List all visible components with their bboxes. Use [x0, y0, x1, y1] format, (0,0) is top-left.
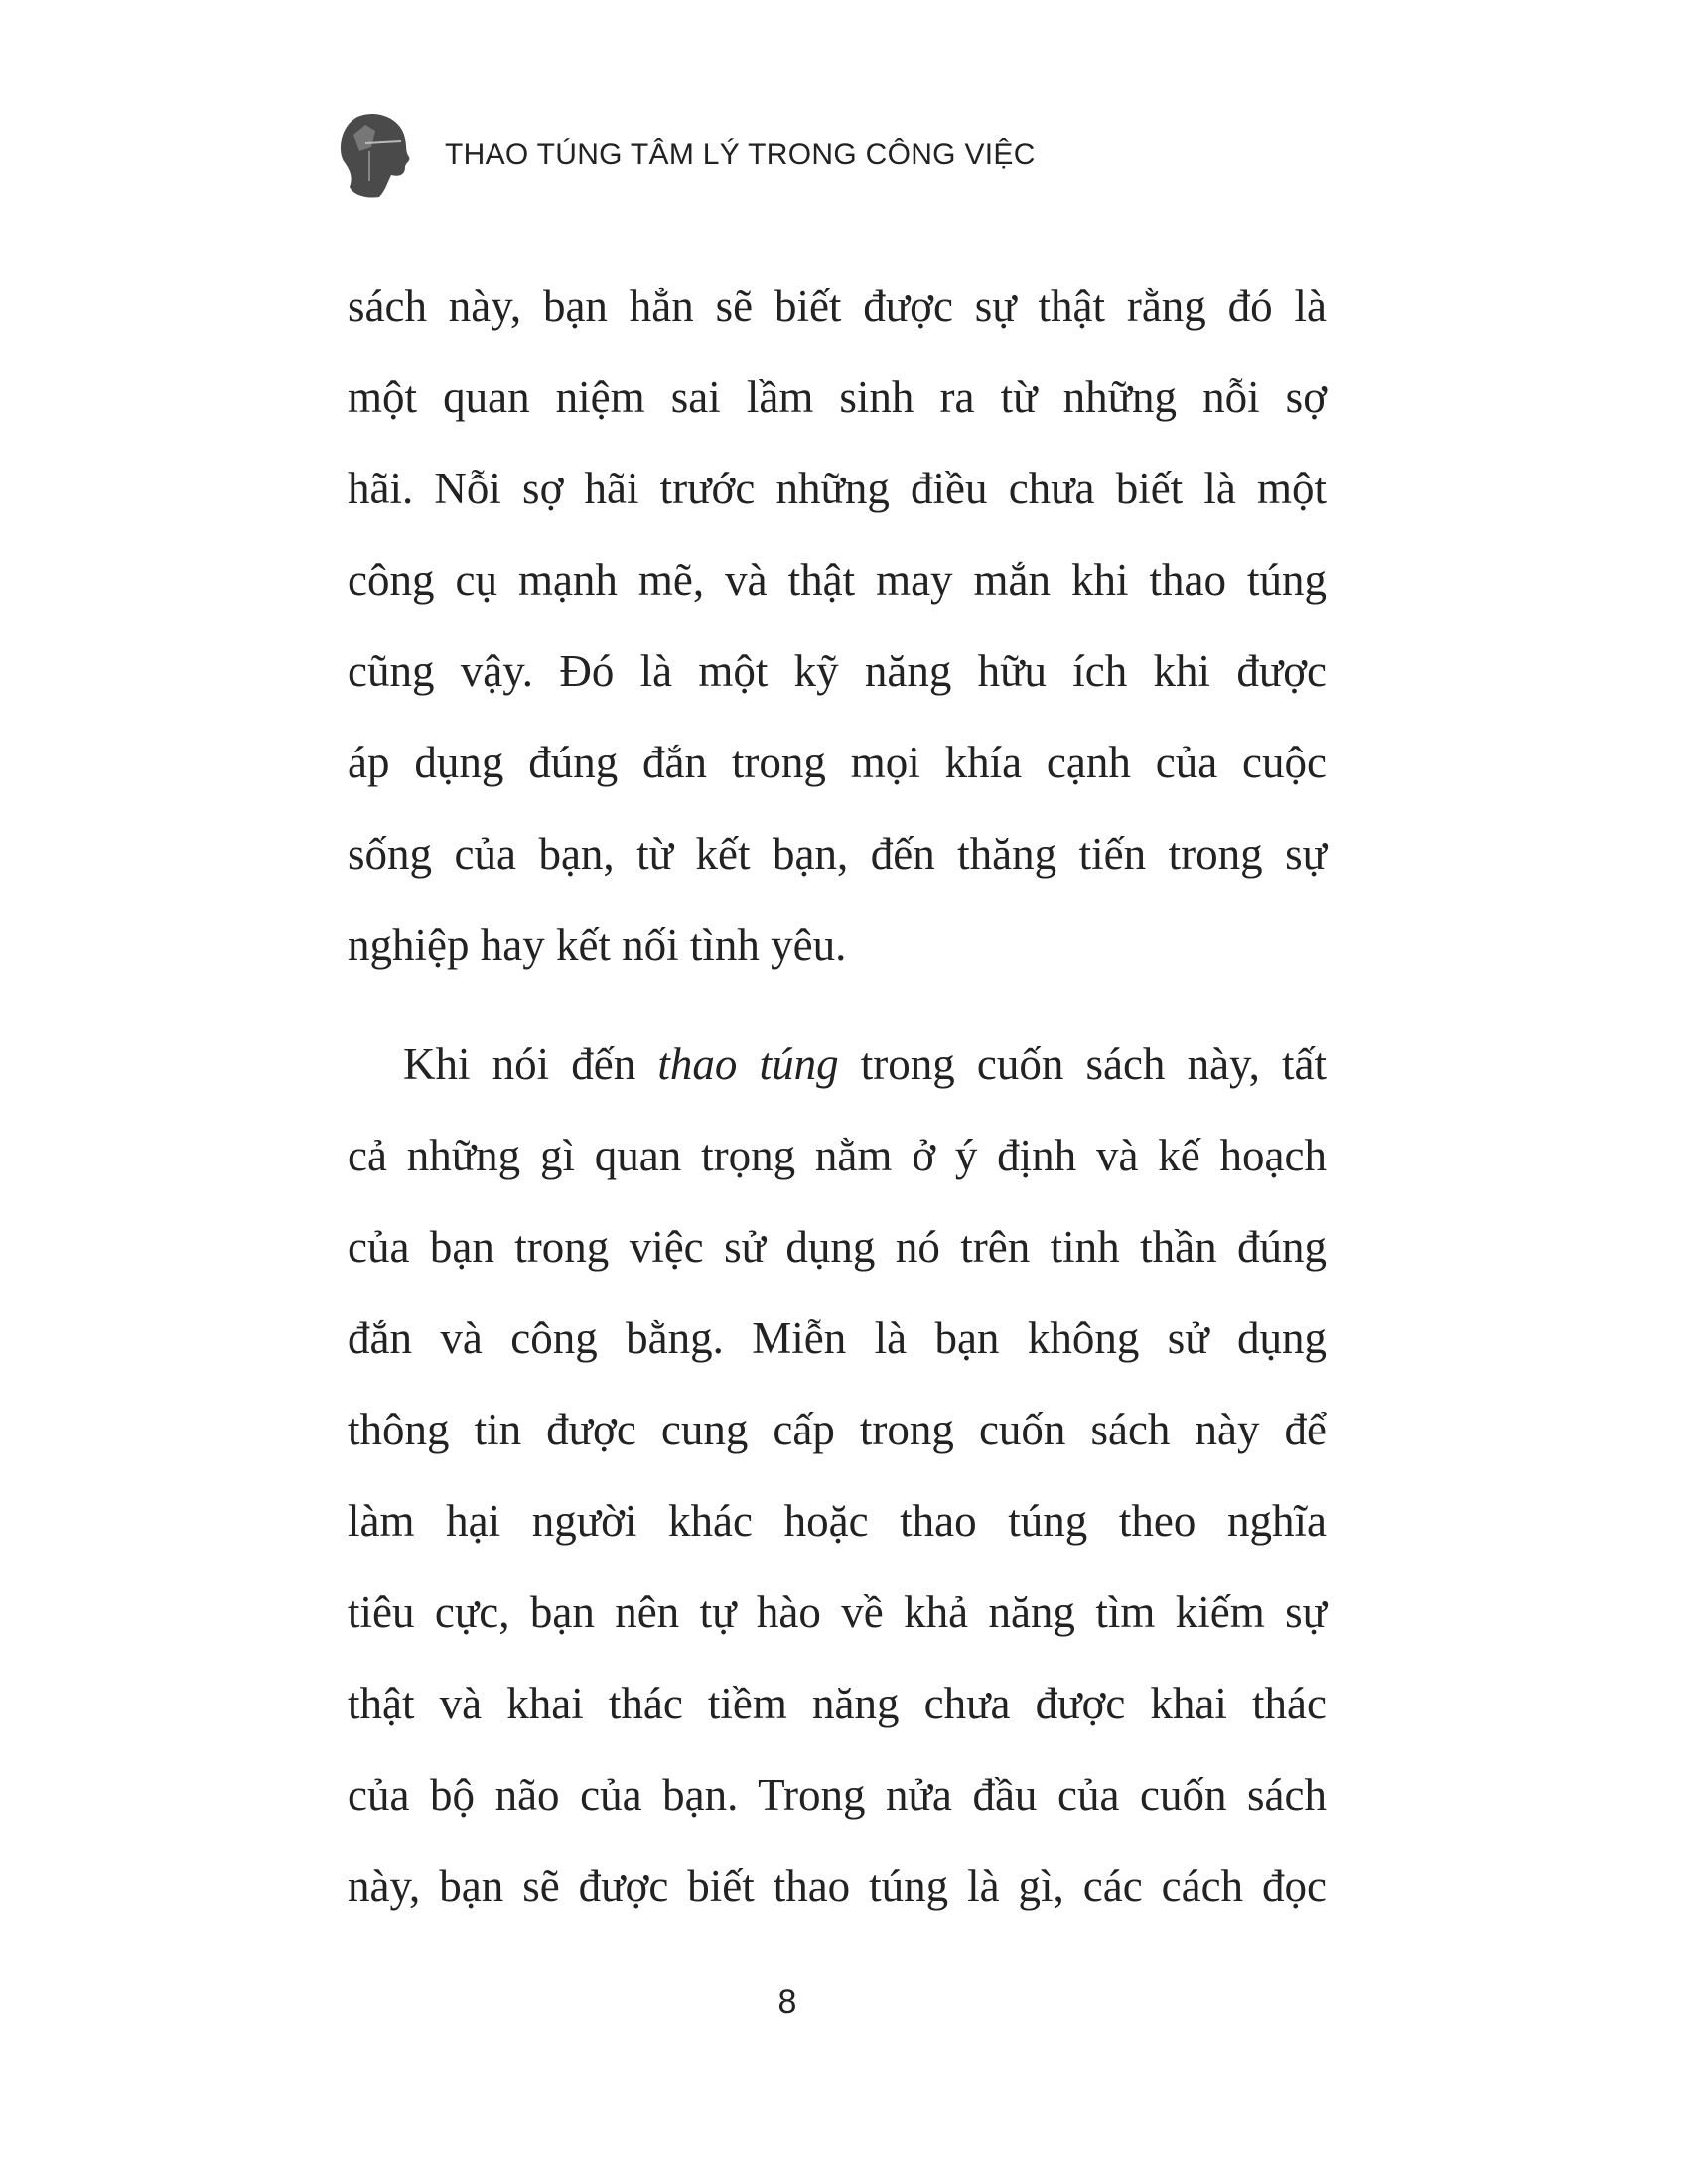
paragraph-1 [348, 260, 1327, 991]
text-line: sống của bạn, từ kết bạn, đến thăng tiến trong sự [348, 829, 1327, 879]
text-span: trong cuốn sách này, tất [838, 1039, 1327, 1089]
text-line: của bạn trong việc sử dụng nó trên tinh thần đúng [348, 1222, 1327, 1272]
paragraph-2 [348, 1019, 1327, 1932]
text-line: của bộ não của bạn. Trong nửa đầu của cuốn sách [348, 1770, 1327, 1820]
italic-term: thao túng [657, 1039, 839, 1089]
text-line: tiêu cực, bạn nên tự hào về khả năng tìm kiếm sự [348, 1587, 1327, 1637]
head-profile-icon [336, 111, 415, 199]
text-line: thông tin được cung cấp trong cuốn sách này để [348, 1405, 1327, 1454]
running-header [336, 111, 1036, 199]
text-span: Khi nói đến [403, 1039, 658, 1089]
text-line: một quan niệm sai lầm sinh ra từ những nỗi sợ [348, 372, 1327, 422]
text-line: công cụ mạnh mẽ, và thật may mắn khi thao túng [348, 555, 1327, 605]
text-line: áp dụng đúng đắn trong mọi khía cạnh của cuộc [348, 738, 1327, 787]
text-line: đắn và công bằng. Miễn là bạn không sử dụng [348, 1313, 1327, 1363]
text-line: cả những gì quan trọng nằm ở ý định và kế hoạch [348, 1131, 1327, 1180]
text-line: hãi. Nỗi sợ hãi trước những điều chưa biết là một [348, 464, 1327, 513]
text-line: làm hại người khác hoặc thao túng theo nghĩa [348, 1496, 1327, 1546]
text-line: này, bạn sẽ được biết thao túng là gì, các cách đọc [348, 1861, 1327, 1911]
body-text [348, 260, 1327, 1960]
text-line: sách này, bạn hẳn sẽ biết được sự thật rằng đó là [348, 281, 1327, 331]
text-line: cũng vậy. Đó là một kỹ năng hữu ích khi được [348, 646, 1327, 696]
text-line: thật và khai thác tiềm năng chưa được khai thác [348, 1679, 1327, 1728]
book-title-header: THAO TÚNG TÂM LÝ TRONG CÔNG VIỆC [445, 138, 1036, 171]
page-number: 8 [777, 1983, 797, 2021]
text-line: nghiệp hay kết nối tình yêu. [348, 920, 847, 970]
text-line [348, 1019, 1327, 1110]
